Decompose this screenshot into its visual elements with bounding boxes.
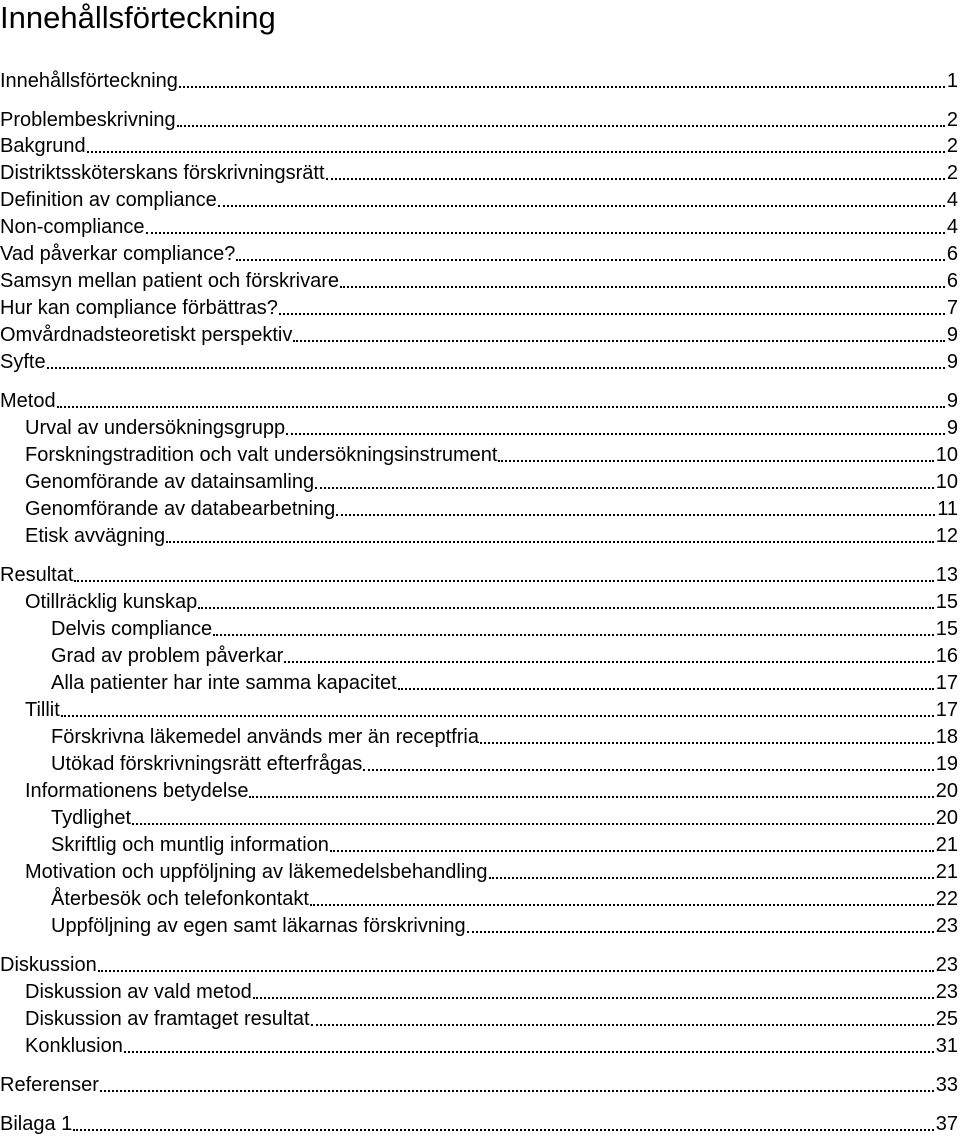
toc-entry-page-number: 13 xyxy=(935,564,958,586)
toc-entry[interactable] xyxy=(0,160,960,186)
toc-entry-label: Diskussion av vald metod xyxy=(25,981,252,1003)
toc-dot-leader xyxy=(310,897,934,906)
toc-entry[interactable] xyxy=(0,496,960,522)
toc-dot-leader xyxy=(74,573,933,582)
toc-entry-page-number: 7 xyxy=(946,297,958,319)
toc-entry[interactable] xyxy=(0,107,960,133)
toc-entry-label: Diskussion av framtaget resultat xyxy=(25,1008,310,1030)
toc-dot-leader xyxy=(73,1122,933,1131)
toc-entry-page-number: 11 xyxy=(937,498,958,520)
toc-entry-label: Vad påverkar compliance? xyxy=(0,243,236,265)
toc-entry-label: Grad av problem påverkar xyxy=(51,645,284,667)
toc-entry[interactable] xyxy=(0,886,960,912)
toc-entry-label: Samsyn mellan patient och förskrivare xyxy=(0,270,340,292)
toc-entry-page-number: 19 xyxy=(935,753,958,775)
toc-dot-leader xyxy=(213,627,934,636)
toc-entry-label: Etisk avvägning xyxy=(25,525,166,547)
toc-entry-page-number: 23 xyxy=(935,954,958,976)
toc-dot-leader xyxy=(279,306,945,315)
toc-entry[interactable] xyxy=(0,562,960,588)
toc-dot-leader xyxy=(47,360,945,369)
toc-entry-label: Informationens betydelse xyxy=(25,780,249,802)
toc-dot-leader xyxy=(198,600,933,609)
toc-dot-leader xyxy=(124,1044,934,1053)
toc-dot-leader xyxy=(489,870,934,879)
toc-entry-label: Omvårdnadsteoretiskt perspektiv xyxy=(0,324,293,346)
toc-entry[interactable] xyxy=(0,133,960,159)
toc-entry-page-number: 25 xyxy=(935,1008,958,1030)
toc-dot-leader xyxy=(179,79,945,88)
toc-dot-leader xyxy=(286,426,945,435)
toc-entry[interactable] xyxy=(0,268,960,294)
toc-entry[interactable] xyxy=(0,523,960,549)
toc-entry-page-number: 20 xyxy=(935,807,958,829)
toc-entry[interactable] xyxy=(0,913,960,939)
toc-dot-leader xyxy=(61,708,934,717)
toc-dot-leader xyxy=(467,924,934,933)
toc-entry-page-number: 22 xyxy=(935,888,958,910)
toc-entry-label: Skriftlig och muntlig information xyxy=(51,834,329,856)
page-title: Innehållsförteckning xyxy=(0,0,276,35)
toc-entry-label: Genomförande av datainsamling xyxy=(25,471,315,493)
toc-entry-label: Alla patienter har inte samma kapacitet xyxy=(51,672,397,694)
toc-entry-page-number: 6 xyxy=(946,243,958,265)
toc-entry-page-number: 31 xyxy=(935,1035,958,1057)
toc-dot-leader xyxy=(326,171,945,180)
toc-dot-leader xyxy=(363,762,934,771)
toc-entry-label: Diskussion xyxy=(0,954,97,976)
toc-entry-page-number: 17 xyxy=(935,699,958,721)
toc-entry[interactable] xyxy=(0,616,960,642)
toc-entry[interactable] xyxy=(0,952,960,978)
toc-entry-page-number: 9 xyxy=(946,351,958,373)
toc-entry-label: Non-compliance xyxy=(0,216,145,238)
toc-dot-leader xyxy=(330,843,934,852)
toc-dot-leader xyxy=(249,789,933,798)
toc-entry[interactable] xyxy=(0,187,960,213)
toc-entry[interactable] xyxy=(0,1033,960,1059)
toc-entry[interactable] xyxy=(0,805,960,831)
toc-dot-leader xyxy=(177,118,945,127)
toc-entry-page-number: 1 xyxy=(946,70,958,92)
toc-entry[interactable] xyxy=(0,697,960,723)
toc-entry-page-number: 23 xyxy=(935,915,958,937)
toc-entry-label: Forskningstradition och valt undersökningsinstrument xyxy=(25,444,498,466)
toc-entry-page-number: 9 xyxy=(946,390,958,412)
toc-entry[interactable] xyxy=(0,214,960,240)
toc-entry-label: Bakgrund xyxy=(0,135,86,157)
toc-entry-page-number: 9 xyxy=(946,324,958,346)
toc-entry-page-number: 18 xyxy=(935,726,958,748)
toc-entry[interactable] xyxy=(0,589,960,615)
toc-entry-label: Motivation och uppföljning av läkemedelsbehandling xyxy=(25,861,488,883)
toc-entry-label: Tillit xyxy=(25,699,60,721)
toc-entry[interactable] xyxy=(0,1006,960,1032)
toc-entry[interactable] xyxy=(0,832,960,858)
toc-entry-page-number: 2 xyxy=(946,162,958,184)
toc-dot-leader xyxy=(498,453,933,462)
toc-entry[interactable] xyxy=(0,415,960,441)
toc-entry[interactable] xyxy=(0,751,960,777)
toc-dot-leader xyxy=(315,480,934,489)
toc-dot-leader xyxy=(132,816,934,825)
toc-entry-page-number: 4 xyxy=(946,216,958,238)
toc-dot-leader xyxy=(57,399,945,408)
toc-entry-label: Uppföljning av egen samt läkarnas förskrivning xyxy=(51,915,466,937)
toc-dot-leader xyxy=(311,1017,934,1026)
toc-entry-page-number: 20 xyxy=(935,780,958,802)
toc-dot-leader xyxy=(340,279,945,288)
toc-entry-label: Urval av undersökningsgrupp xyxy=(25,417,286,439)
toc-entry-label: Genomförande av databearbetning xyxy=(25,498,336,520)
toc-entry-page-number: 10 xyxy=(935,471,958,493)
toc-dot-leader xyxy=(398,681,934,690)
toc-entry-page-number: 9 xyxy=(946,417,958,439)
toc-entry[interactable] xyxy=(0,241,960,267)
toc-entry-label: Syfte xyxy=(0,351,46,373)
toc-entry-label: Distriktssköterskans förskrivningsrätt xyxy=(0,162,325,184)
toc-entry-page-number: 4 xyxy=(946,189,958,211)
toc-entry-page-number: 12 xyxy=(935,525,958,547)
toc-entry[interactable] xyxy=(0,295,960,321)
toc-entry-page-number: 2 xyxy=(946,135,958,157)
toc-entry[interactable] xyxy=(0,1072,960,1098)
toc-entry[interactable] xyxy=(0,1111,960,1137)
toc-entry-label: Återbesök och telefonkontakt xyxy=(51,888,309,910)
toc-dot-leader xyxy=(253,990,934,999)
toc-entry[interactable] xyxy=(0,469,960,495)
toc-entry-page-number: 17 xyxy=(935,672,958,694)
toc-entry[interactable] xyxy=(0,68,960,94)
toc-entry[interactable] xyxy=(0,724,960,750)
toc-entry-page-number: 37 xyxy=(935,1113,958,1135)
toc-dot-leader xyxy=(146,225,945,234)
toc-entry-page-number: 33 xyxy=(935,1074,958,1096)
toc-entry-page-number: 10 xyxy=(935,444,958,466)
toc-entry-page-number: 21 xyxy=(935,861,958,883)
toc-entry[interactable] xyxy=(0,979,960,1005)
toc-entry[interactable] xyxy=(0,388,960,414)
toc-entry-page-number: 6 xyxy=(946,270,958,292)
toc-entry-page-number: 16 xyxy=(935,645,958,667)
toc-entry-label: Referenser xyxy=(0,1074,99,1096)
toc-entry-page-number: 15 xyxy=(935,591,958,613)
toc-dot-leader xyxy=(100,1083,934,1092)
toc-entry-label: Konklusion xyxy=(25,1035,123,1057)
toc-entry-label: Definition av compliance xyxy=(0,189,217,211)
toc-dot-leader xyxy=(98,963,934,972)
toc-entry-label: Förskrivna läkemedel används mer än receptfria xyxy=(51,726,479,748)
toc-dot-leader xyxy=(284,654,933,663)
toc-entry[interactable] xyxy=(0,442,960,468)
toc-entry[interactable] xyxy=(0,670,960,696)
toc-entry-label: Metod xyxy=(0,390,56,412)
toc-dot-leader xyxy=(293,333,945,342)
toc-entry-label: Delvis compliance xyxy=(51,618,213,640)
toc-entry[interactable] xyxy=(0,322,960,348)
toc-entry[interactable] xyxy=(0,859,960,885)
toc-entry-label: Utökad förskrivningsrätt efterfrågas xyxy=(51,753,363,775)
toc-dot-leader xyxy=(218,198,945,207)
toc-entry-label: Bilaga 1 xyxy=(0,1113,73,1135)
toc-entry-label: Resultat xyxy=(0,564,74,586)
toc-entry-page-number: 15 xyxy=(935,618,958,640)
toc-entry[interactable] xyxy=(0,643,960,669)
toc-entry-label: Problembeskrivning xyxy=(0,109,176,131)
toc-entry-page-number: 21 xyxy=(935,834,958,856)
toc-entry-label: Hur kan compliance förbättras? xyxy=(0,297,278,319)
toc-entry-page-number: 2 xyxy=(946,109,958,131)
toc-entry-label: Innehållsförteckning xyxy=(0,70,178,92)
toc-dot-leader xyxy=(480,735,934,744)
toc-entry-page-number: 23 xyxy=(935,981,958,1003)
toc-entry[interactable] xyxy=(0,778,960,804)
toc-entry[interactable] xyxy=(0,349,960,375)
toc-dot-leader xyxy=(236,252,945,261)
toc-entry-label: Tydlighet xyxy=(51,807,132,829)
toc-entry-label: Otillräcklig kunskap xyxy=(25,591,198,613)
toc-dot-leader xyxy=(336,507,935,516)
toc-dot-leader xyxy=(166,534,934,543)
toc-dot-leader xyxy=(87,144,945,153)
